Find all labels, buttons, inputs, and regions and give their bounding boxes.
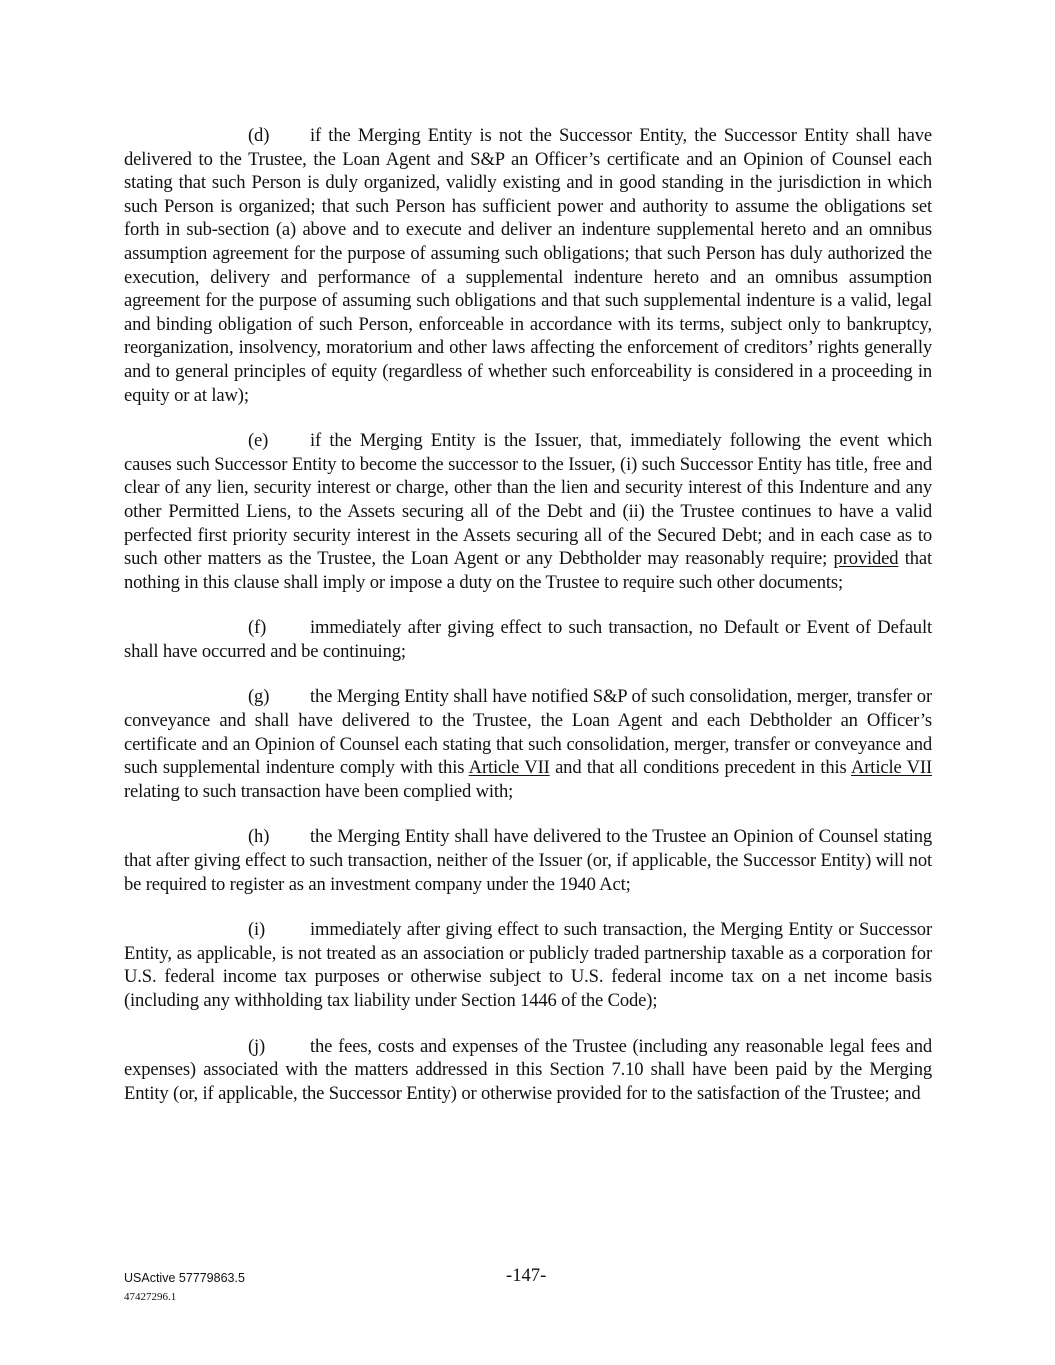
article-reference: Article VII <box>850 757 932 779</box>
footer-secondary-id: 47427296.1 <box>124 1291 177 1303</box>
clause-i <box>124 918 932 1012</box>
clause-label: (g) <box>248 686 270 708</box>
page-number: -147- <box>506 1265 547 1286</box>
clause-text: if the Merging Entity is not the Successor Entity, the Successor Entity shall have delivered to the Trustee, the Loan Agent and S&P an Officer’s certificate and an Opinion of Counsel each stating that such Person is duly organized, validly existing and in good standing in the jurisdiction in which such Person is organized; that such Person has sufficient power and authority to assume the obligations set forth in sub-section (a) above and to execute and deliver an indenture supplemental hereto and an omnibus assumption agreement for the purpose of assuming such obligations; that such Person has duly authorized the execution, delivery and performance of a supplemental indenture hereto and an omnibus assumption agreement for the purpose of assuming such obligations and that such supplemental indenture is a valid, legal and binding obligation of such Person, enforceable in accordance with its terms, subject only to bankruptcy, reorganization, insolvency, moratorium and other laws affecting the enforcement of creditors’ rights generally and to general principles of equity (regardless of whether such enforceability is considered in a proceeding in equity or at law); <box>124 125 932 406</box>
clause-text: immediately after giving effect to such transaction, the Merging Entity or Successor Entity, as applicable, is not treated as an association or publicly traded partnership taxable as a corporation for U.S. federal income tax purposes or otherwise subject to U.S. federal income tax on a net income basis (including any withholding tax liability under Section 1446 of the Code); <box>124 919 932 1011</box>
clause-label: (h) <box>248 826 270 848</box>
clause-label: (d) <box>248 125 270 146</box>
clause-text: the fees, costs and expenses of the Trustee (including any reasonable legal fees and expenses) associated with the matters addressed in this Section 7.10 shall have been paid by the Merging Entity (or, if applicable, the Successor Entity) or otherwise provided for to the satisfaction of the Trustee; and <box>124 1035 932 1104</box>
clause-label: (i) <box>248 919 266 941</box>
clause-label: (e) <box>248 430 269 452</box>
clause-text: if the Merging Entity is the Issuer, that, immediately following the event which causes such Successor Entity to become the successor to the Issuer, (i) such Successor Entity has title, free and clear of any lien, security interest or charge, other than the lien and security interest of this Indenture and any other Permitted Liens, to the Assets securing all of the Debt and (ii) the Trustee continues to have a valid perfected first priority security interest in the Assets securing all of the Secured Debt; and in each case as to such other matters as the Trustee, the Loan Agent or any Debtholder may reasonably require; <box>124 430 932 570</box>
clause-f <box>124 616 932 663</box>
clause-d <box>124 124 932 407</box>
clause-text: immediately after giving effect to such transaction, no Default or Event of Default shall have occurred and be continuing; <box>124 617 932 662</box>
clause-text: the Merging Entity shall have notified S&P of such consolidation, merger, transfer or conveyance and shall have delivered to the Trustee, the Loan Agent and each Debtholder an Officer’s certificate and an Opinion of Counsel each stating that such consolidation, merger, transfer or conveyance and such supplemental indenture comply with this <box>124 686 932 779</box>
clause-h <box>124 825 932 896</box>
underlined-term-provided: provided <box>833 548 899 570</box>
clause-text: that nothing in this clause shall imply or impose a duty on the Trustee to require such other documents; <box>124 548 933 593</box>
clause-text: and that all conditions precedent in this <box>549 757 851 779</box>
clause-label: (f) <box>248 617 267 639</box>
clause-text: relating to such transaction have been complied with; <box>124 780 514 802</box>
footer-doc-id: USActive 57779863.5 <box>124 1271 245 1285</box>
clause-g <box>124 685 932 803</box>
article-reference: Article VII <box>468 757 550 779</box>
clause-label: (j) <box>248 1035 266 1057</box>
clause-j <box>124 1035 932 1106</box>
footer-document-ids <box>124 1269 245 1307</box>
document-body <box>124 124 932 1127</box>
clause-text: the Merging Entity shall have delivered to the Trustee an Opinion of Counsel stating that after giving effect to such transaction, neither of the Issuer (or, if applicable, the Successor Entity) will not be required to register as an investment company under the 1940 Act; <box>124 826 932 895</box>
clause-e <box>124 429 932 594</box>
